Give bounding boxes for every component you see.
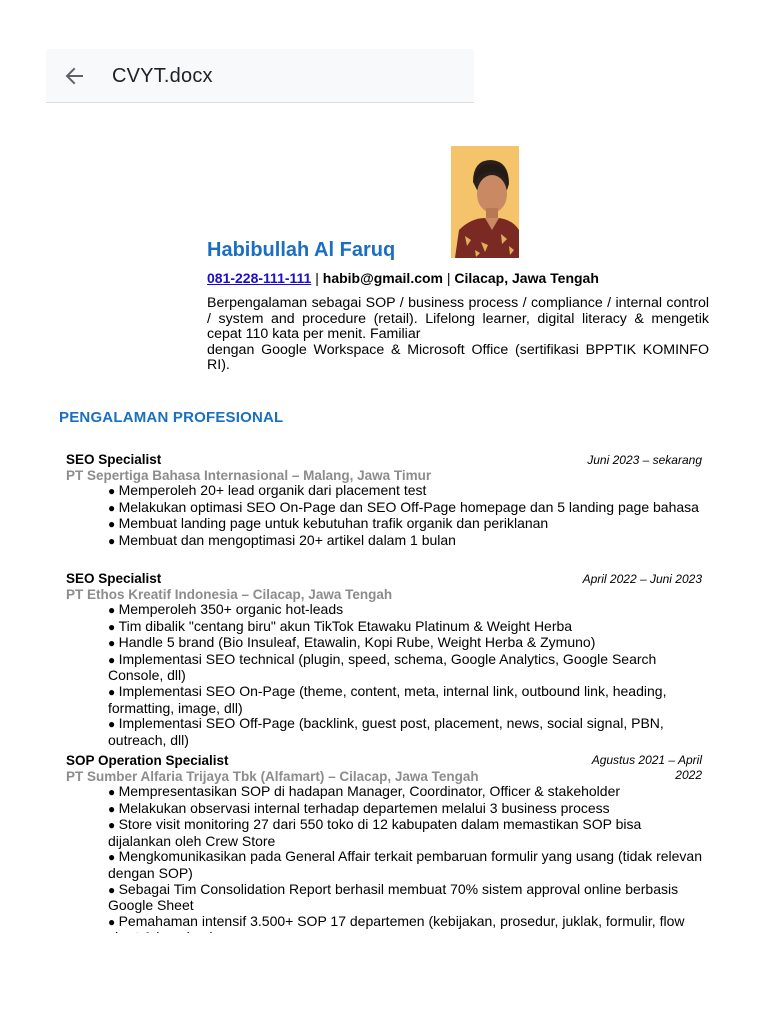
- list-item: ● Melakukan observasi internal terhadap departemen melalui 3 business process: [108, 801, 702, 818]
- job-date: April 2022 – Juni 2023: [582, 572, 702, 586]
- email-text: habib@gmail.com: [322, 270, 443, 286]
- list-item: ● Mengkomunikasikan pada General Affair terkait pembaruan formulir yang usang (tidak relevan dengan SOP): [108, 849, 702, 881]
- page-cutoff: [0, 933, 768, 1024]
- list-item: ● Sebagai Tim Consolidation Report berhasil membuat 70% sistem approval online berbasis Google Sheet: [108, 882, 702, 914]
- section-title-experience: PENGALAMAN PROFESIONAL: [59, 409, 284, 426]
- location-text: Cilacap, Jawa Tengah: [454, 270, 599, 286]
- document-title: CVYT.docx: [112, 65, 213, 87]
- list-item: ● Tim dibalik "centang biru" akun TikTok Etawaku Platinum & Weight Herba: [108, 619, 702, 636]
- candidate-name: Habibullah Al Faruq: [207, 239, 396, 261]
- list-item: ● Implementasi SEO On-Page (theme, content, meta, internal link, outbound link, heading, formatting, image, dll): [108, 684, 702, 716]
- job-bullets: [66, 483, 702, 549]
- profile-summary: [207, 296, 709, 374]
- list-item: ● Membuat dan mengoptimasi 20+ artikel dalam 1 bulan: [108, 533, 702, 550]
- list-item: ● Store visit monitoring 27 dari 550 toko di 12 kabupaten dalam memastikan SOP bisa dijalankan oleh Crew Store: [108, 817, 702, 849]
- job-title: SEO Specialist: [66, 571, 162, 586]
- job-entry: [66, 452, 702, 549]
- back-arrow-icon[interactable]: [62, 64, 88, 88]
- list-item: ● Memperoleh 20+ lead organik dari placement test: [108, 483, 702, 500]
- contact-line: [207, 270, 599, 287]
- list-item: ● Implementasi SEO Off-Page (backlink, guest post, placement, news, social signal, PBN, outreach, dll): [108, 716, 702, 748]
- list-item: ● Melakukan optimasi SEO On-Page dan SEO Off-Page homepage dan 5 landing page bahasa: [108, 500, 702, 517]
- job-entry: [66, 571, 702, 748]
- separator: |: [315, 270, 319, 286]
- job-title: SOP Operation Specialist: [66, 753, 229, 768]
- summary-line: Berpengalaman sebagai SOP / business process / compliance / internal control / system and procedure (retail). Lifelong learner, digital literacy & mengetik cepat 110 kata per menit. Familiar: [207, 295, 709, 343]
- list-item: ● Memperoleh 350+ organic hot-leads: [108, 602, 702, 619]
- list-item: ● Mempresentasikan SOP di hadapan Manager, Coordinator, Officer & stakeholder: [108, 784, 702, 801]
- summary-line: dengan Google Workspace & Microsoft Office (sertifikasi BPPTIK KOMINFO RI).: [207, 341, 709, 374]
- list-item: ● Implementasi SEO technical (plugin, speed, schema, Google Analytics, Google Search Console, dll): [108, 652, 702, 684]
- list-item: ● Pemahaman intensif 3.500+ SOP 17 departemen (kebijakan, prosedur, juklak, formulir, flow: [108, 914, 702, 946]
- job-company: PT Ethos Kreatif Indonesia – Cilacap, Jawa Tengah: [66, 586, 393, 602]
- document-toolbar: [46, 49, 474, 103]
- job-date: Agustus 2021 – April 2022: [591, 753, 702, 782]
- profile-photo: [451, 146, 519, 258]
- list-item: ● Handle 5 brand (Bio Insuleaf, Etawalin, Kopi Rube, Weight Herba & Zymuno): [108, 635, 702, 652]
- separator: |: [446, 270, 451, 286]
- job-title: SEO Specialist: [66, 452, 162, 467]
- job-company: PT Sumber Alfaria Trijaya Tbk (Alfamart) – Cilacap, Jawa Tengah: [66, 768, 479, 784]
- job-entry: [66, 753, 702, 946]
- list-item: ● Membuat landing page untuk kebutuhan trafik organik dan periklanan: [108, 516, 702, 533]
- phone-link[interactable]: 081-228-111-111: [207, 270, 312, 286]
- job-company: PT Sepertiga Bahasa Internasional – Malang, Jawa Timur: [66, 467, 432, 483]
- job-date: Juni 2023 – sekarang: [587, 453, 702, 467]
- job-bullets: [66, 784, 702, 946]
- job-bullets: [66, 602, 702, 748]
